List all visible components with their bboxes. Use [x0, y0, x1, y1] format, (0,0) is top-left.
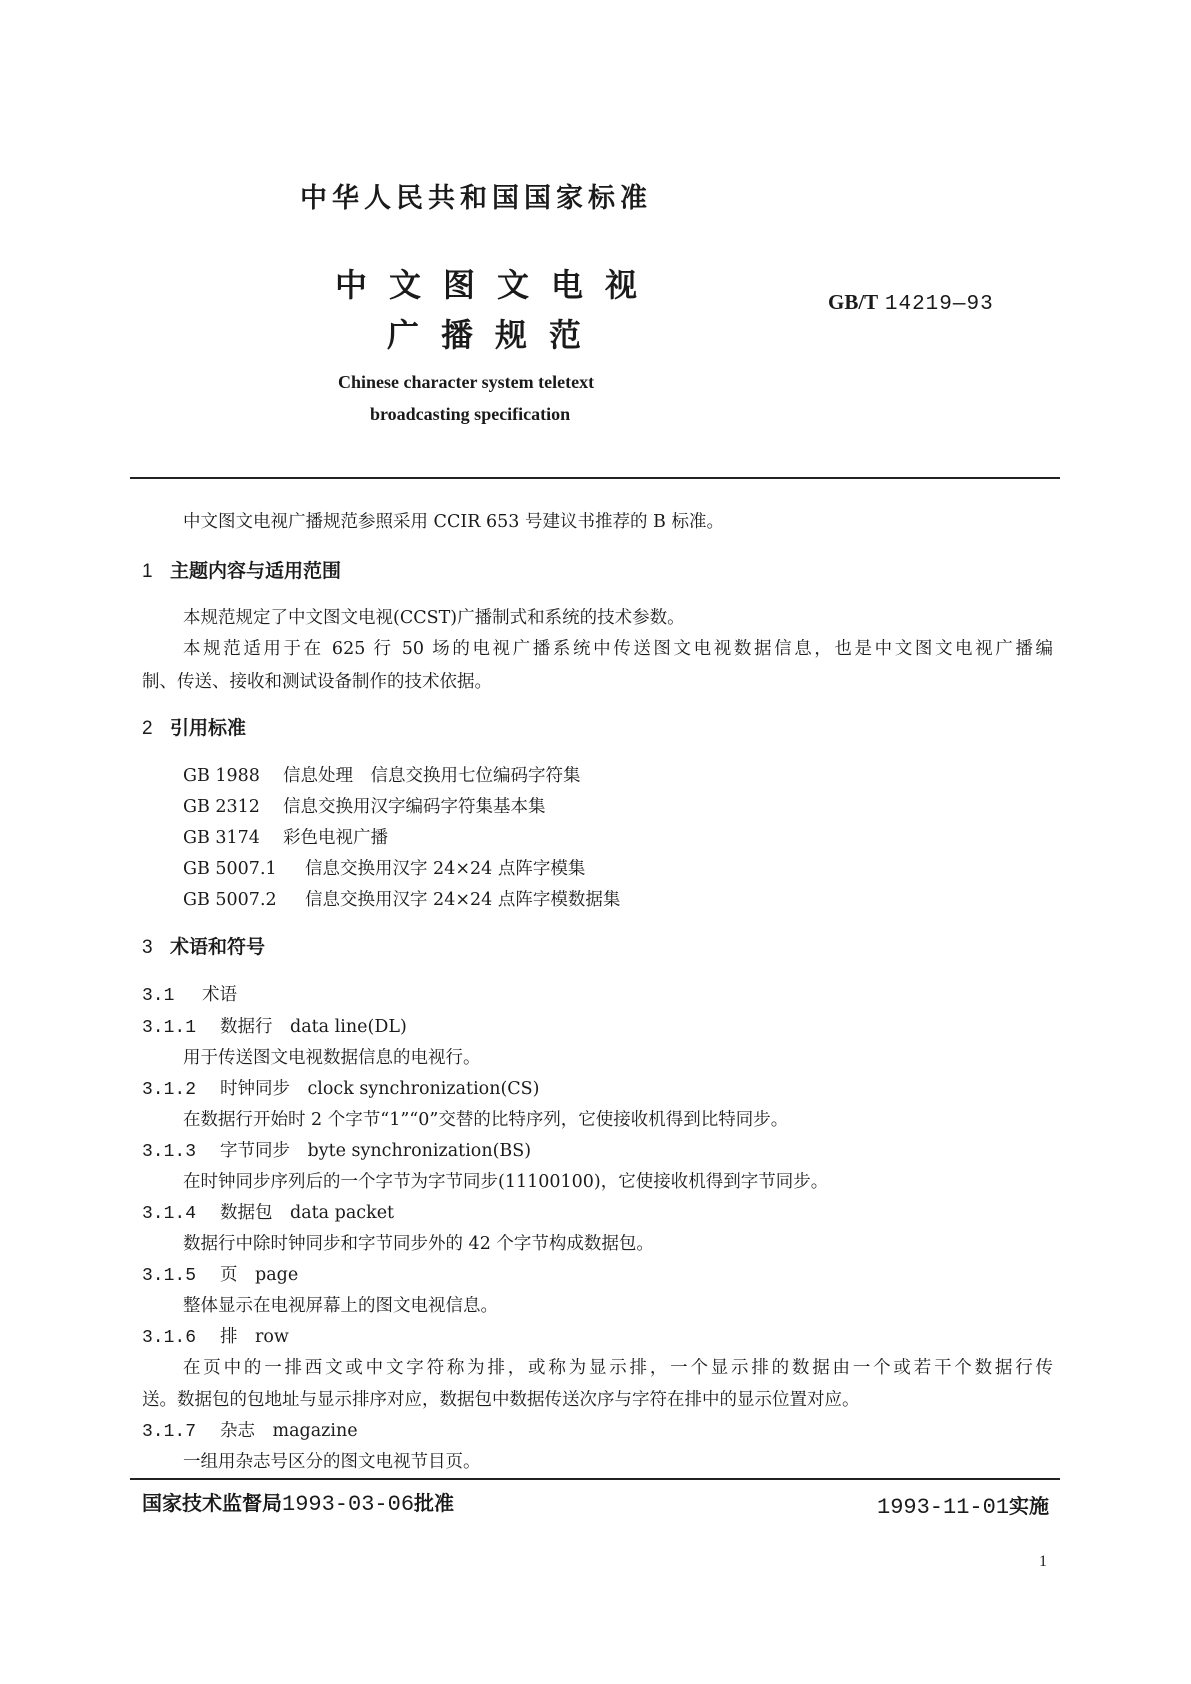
footer-divider [130, 1478, 1060, 1480]
clause-number: 3.1.5 [142, 1266, 197, 1286]
clause-number: 3.1.6 [142, 1328, 197, 1348]
term-3-1-3 [142, 1137, 531, 1162]
reference-item [183, 886, 620, 911]
reference-item [183, 762, 581, 787]
effective-date: 1993-11-01 [877, 1495, 1010, 1520]
section-2-heading [142, 713, 246, 740]
approval-label: 批准 [414, 1491, 455, 1515]
section-1-para-1: 本规范规定了中文图文电视(CCST)广播制式和系统的技术参数。 [183, 608, 685, 628]
term-english: row [255, 1327, 289, 1347]
effective-label: 实施 [1009, 1494, 1050, 1518]
reference-item [183, 793, 546, 818]
section-number: 2 [142, 718, 153, 739]
section-title: 术语和符号 [170, 936, 266, 958]
term-english: clock synchronization(CS) [307, 1079, 540, 1099]
term-english: page [255, 1265, 299, 1285]
term-name: 杂志 [220, 1421, 255, 1441]
term-name: 数据行 [220, 1017, 273, 1037]
term-name: 排 [220, 1327, 238, 1347]
reference-title: 信息交换用汉字编码字符集基本集 [283, 797, 546, 817]
term-definition: 数据行中除时钟同步和字节同步外的 42 个字节构成数据包。 [183, 1234, 654, 1254]
reference-title: 信息交换用汉字 24×24 点阵字模集 [305, 859, 586, 879]
section-title: 引用标准 [170, 717, 247, 739]
reference-code: GB 2312 [183, 797, 260, 817]
english-title-line-2: broadcasting specification [370, 404, 571, 424]
term-definition: 一组用杂志号区分的图文电视节目页。 [183, 1452, 481, 1472]
page-number: 1 [1039, 1553, 1047, 1570]
standard-code: 14219—93 [884, 293, 994, 316]
section-1-para-2-cont: 制、传送、接收和测试设备制作的技术依据。 [142, 672, 492, 692]
term-definition: 用于传送图文电视数据信息的电视行。 [183, 1048, 481, 1068]
english-title-line-1: Chinese character system teletext [338, 372, 595, 392]
term-definition: 在时钟同步序列后的一个字节为字节同步(11100100)，它使接收机得到字节同步。 [183, 1172, 829, 1192]
term-definition: 在页中的一排西文或中文字符称为排，或称为显示排，一个显示排的数据由一个或若干个数据行传 [183, 1358, 1053, 1378]
term-3-1-7 [142, 1417, 358, 1442]
term-english: data packet [290, 1203, 395, 1223]
national-standard-heading: 中华人民共和国国家标准 [300, 183, 652, 214]
approval-date: 1993-03-06 [282, 1492, 415, 1517]
clause-number: 3.1.2 [142, 1080, 197, 1100]
reference-title: 信息处理 信息交换用七位编码字符集 [283, 766, 581, 786]
standard-number [828, 290, 994, 316]
section-title: 主题内容与适用范围 [170, 560, 342, 582]
reference-title: 彩色电视广播 [283, 828, 388, 848]
approval-line [142, 1487, 454, 1517]
term-definition: 整体显示在电视屏幕上的图文电视信息。 [183, 1296, 498, 1316]
term-name: 字节同步 [220, 1141, 290, 1161]
clause-number: 3.1.3 [142, 1142, 197, 1162]
term-3-1-1 [142, 1013, 407, 1038]
section-number: 1 [142, 561, 153, 582]
header-divider [130, 477, 1060, 479]
term-definition: 在数据行开始时 2 个字节“1”“0”交替的比特序列，它使接收机得到比特同步。 [183, 1110, 789, 1130]
reference-item [183, 855, 585, 880]
effective-line [877, 1490, 1049, 1520]
term-english: data line(DL) [290, 1017, 407, 1037]
standard-prefix: GB/T [828, 290, 879, 314]
clause-number: 3.1.1 [142, 1018, 197, 1038]
document-title-line-1: 中文图文电视 [335, 266, 660, 304]
reference-code: GB 5007.2 [183, 890, 277, 910]
clause-number: 3.1 [142, 986, 175, 1006]
reference-title: 信息交换用汉字 24×24 点阵字模数据集 [305, 890, 621, 910]
reference-code: GB 1988 [183, 766, 260, 786]
term-english: magazine [272, 1421, 358, 1441]
term-3-1-4 [142, 1199, 394, 1224]
term-definition-cont: 送。数据包的包地址与显示排序对应，数据包中数据传送次序与字符在排中的显示位置对应。 [142, 1390, 860, 1410]
clause-number: 3.1.7 [142, 1422, 197, 1442]
term-3-1-5 [142, 1261, 298, 1286]
term-3-1-2 [142, 1075, 540, 1100]
term-name: 页 [220, 1265, 238, 1285]
term-english: byte synchronization(BS) [307, 1141, 532, 1161]
section-1-heading [142, 556, 341, 583]
clause-label: 术语 [202, 985, 237, 1005]
clause-number: 3.1.4 [142, 1204, 197, 1224]
section-1-para-2: 本规范适用于在 625 行 50 场的电视广播系统中传送图文电视数据信息，也是中文图文电视广播编 [183, 639, 1053, 659]
term-name: 时钟同步 [220, 1079, 290, 1099]
term-name: 数据包 [220, 1203, 273, 1223]
approval-organization: 国家技术监督局 [142, 1491, 282, 1515]
clause-3-1-heading [142, 981, 237, 1006]
document-title-line-2: 广播规范 [387, 316, 604, 354]
section-3-heading [142, 932, 265, 959]
reference-item [183, 824, 388, 849]
intro-paragraph: 中文图文电视广播规范参照采用 CCIR 653 号建议书推荐的 B 标准。 [183, 512, 724, 532]
section-number: 3 [142, 937, 153, 958]
term-3-1-6 [142, 1323, 289, 1348]
reference-code: GB 3174 [183, 828, 260, 848]
reference-code: GB 5007.1 [183, 859, 277, 879]
